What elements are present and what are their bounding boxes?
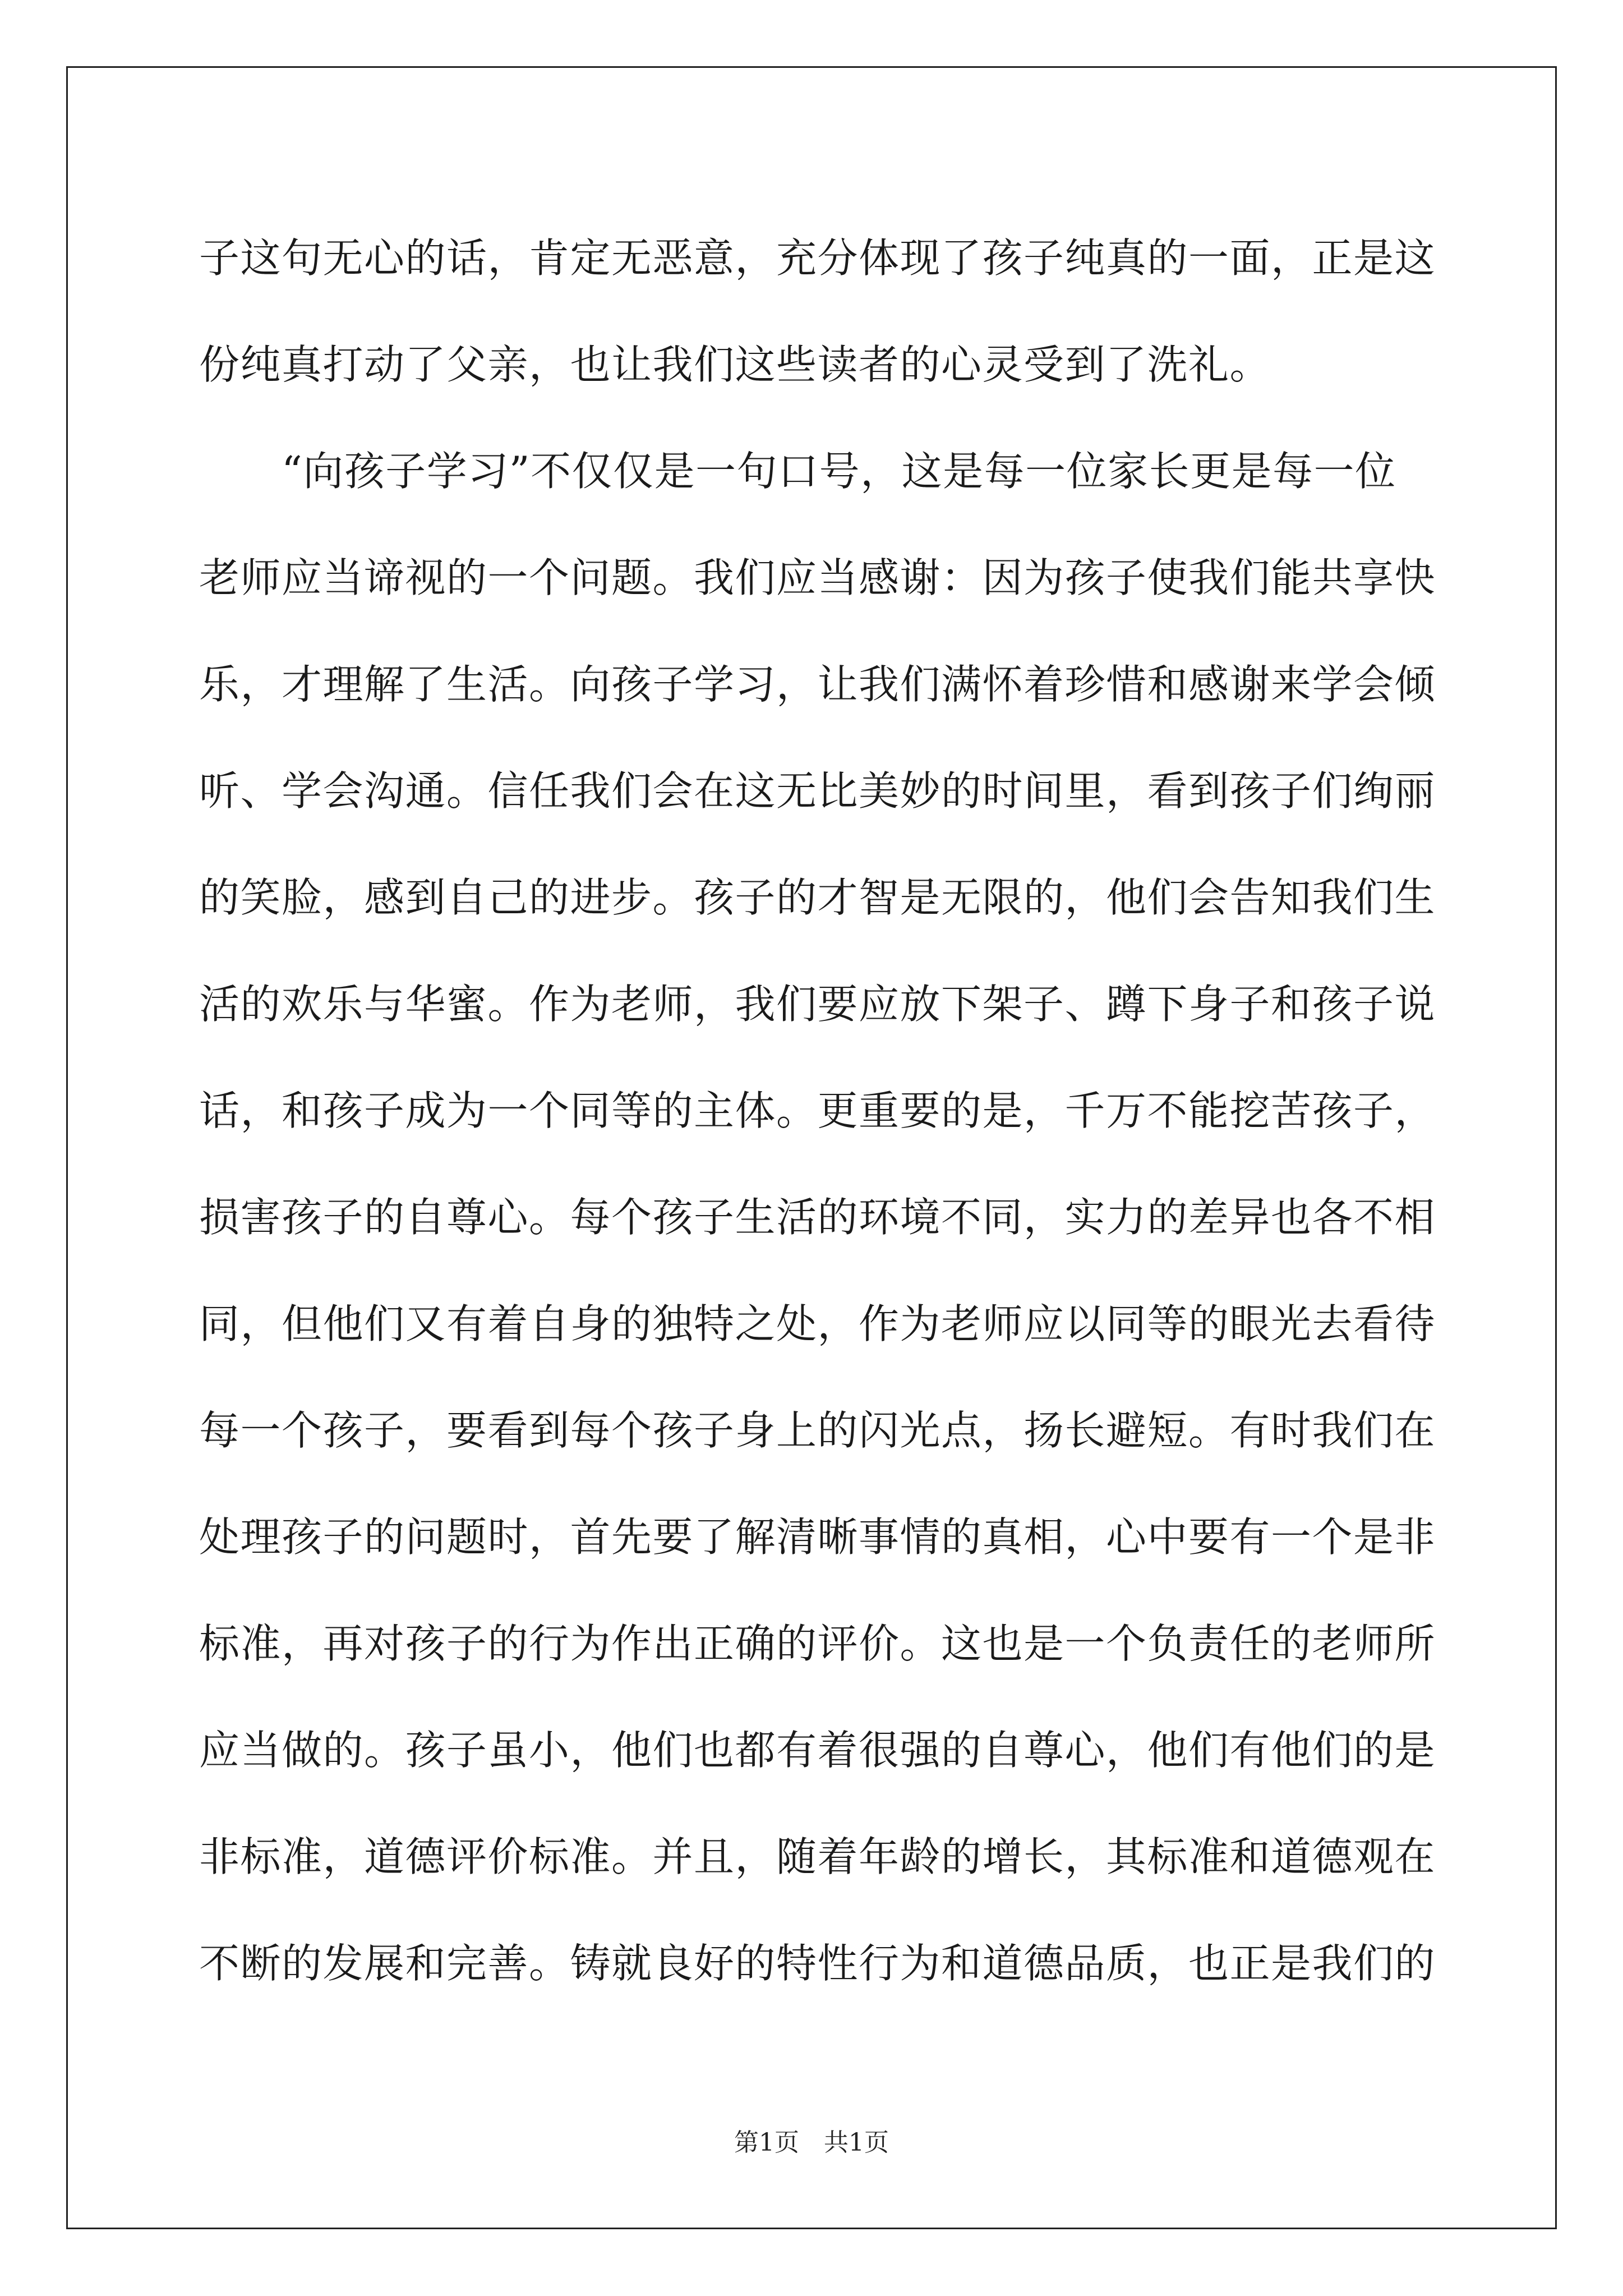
text-line: 乐，才理解了生活。向孩子学习，让我们满怀着珍惜和感谢来学会倾 bbox=[199, 661, 1436, 708]
text-line: 每一个孩子，要看到每个孩子身上的闪光点，扬长避短。有时我们在 bbox=[199, 1407, 1436, 1454]
text-line: 子这句无心的话，肯定无恶意，充分体现了孩子纯真的一面，正是这 bbox=[199, 234, 1436, 282]
text-line: “向孩子学习”不仅仅是一句口号，这是每一位家长更是每一位 bbox=[199, 448, 1396, 495]
text-line: 非标准，道德评价标准。并且，随着年龄的增长，其标准和道德观在 bbox=[199, 1833, 1436, 1880]
text-line: 份纯真打动了父亲，也让我们这些读者的心灵受到了洗礼。 bbox=[199, 341, 1271, 388]
page-footer bbox=[0, 2126, 1623, 2160]
text-line: 损害孩子的自尊心。每个孩子生活的环境不同，实力的差异也各不相 bbox=[199, 1194, 1436, 1241]
text-line: 的笑脸，感到自己的进步。孩子的才智是无限的，他们会告知我们生 bbox=[199, 874, 1436, 921]
text-line: 同，但他们又有着自身的独特之处，作为老师应以同等的眼光去看待 bbox=[199, 1300, 1436, 1347]
document-body bbox=[199, 205, 1436, 2017]
text-line: 标准，再对孩子的行为作出正确的评价。这也是一个负责任的老师所 bbox=[199, 1620, 1436, 1667]
text-line: 话，和孩子成为一个同等的主体。更重要的是，千万不能挖苦孩子， bbox=[199, 1087, 1436, 1134]
page-number-label: 第1页 共1页 bbox=[734, 2128, 889, 2157]
text-line: 不断的发展和完善。铸就良好的特性行为和道德品质，也正是我们的 bbox=[199, 1940, 1436, 1987]
text-line: 活的欢乐与华蜜。作为老师，我们要应放下架子、蹲下身子和孩子说 bbox=[199, 981, 1436, 1028]
text-line: 老师应当谛视的一个问题。我们应当感谢：因为孩子使我们能共享快 bbox=[199, 554, 1436, 601]
text-line: 听、学会沟通。信任我们会在这无比美妙的时间里，看到孩子们绚丽 bbox=[199, 767, 1436, 815]
text-line: 处理孩子的问题时，首先要了解清晰事情的真相，心中要有一个是非 bbox=[199, 1513, 1436, 1561]
text-line: 应当做的。孩子虽小，他们也都有着很强的自尊心，他们有他们的是 bbox=[199, 1727, 1436, 1774]
